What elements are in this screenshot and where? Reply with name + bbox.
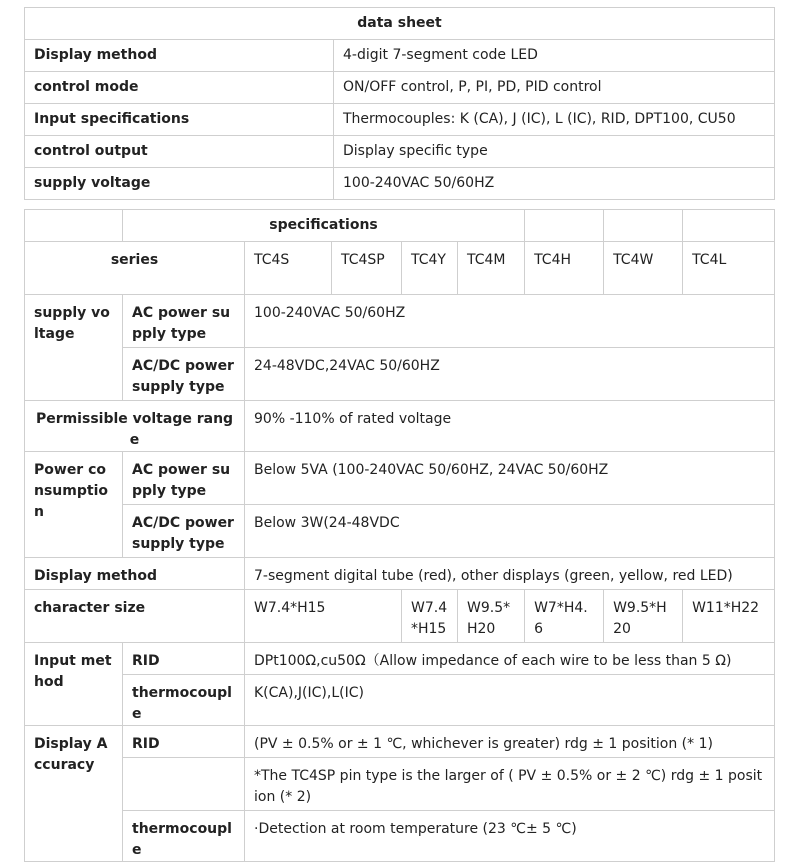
ac-power-label: AC power supply type	[123, 452, 245, 505]
datasheet-value: ON/OFF control, P, PI, PD, PID control	[334, 72, 775, 104]
input-rid-label: RID	[123, 643, 245, 675]
character-size-value: W11*H22	[683, 590, 775, 643]
table-row	[25, 168, 775, 200]
table-row	[25, 758, 775, 811]
input-method-label: Input method	[25, 643, 123, 726]
character-size-label: character size	[25, 590, 245, 643]
ac-supply-value: 100-240VAC 50/60HZ	[245, 295, 775, 348]
datasheet-value: 100-240VAC 50/60HZ	[334, 168, 775, 200]
accuracy-thermocouple-label: thermocouple	[123, 811, 245, 862]
acdc-supply-label: AC/DC power supply type	[123, 348, 245, 401]
ac-supply-label: AC power supply type	[123, 295, 245, 348]
empty-cell	[604, 210, 683, 242]
permissible-voltage-label: Permissible voltage range	[25, 401, 245, 452]
accuracy-rid-note: *The TC4SP pin type is the larger of ( PV ± 0.5% or ± 2 ℃) rdg ± 1 position (* 2)	[245, 758, 775, 811]
datasheet-label: control output	[25, 136, 334, 168]
display-method-label: Display method	[25, 558, 245, 590]
display-method-value: 7-segment digital tube (red), other displays (green, yellow, red LED)	[245, 558, 775, 590]
empty-cell	[123, 758, 245, 811]
table-row	[25, 295, 775, 348]
input-thermocouple-label: thermocouple	[123, 675, 245, 726]
table-row	[25, 505, 775, 558]
power-consumption-label: Power consumption	[25, 452, 123, 558]
series-item: TC4W	[604, 242, 683, 295]
input-thermocouple-value: K(CA),J(IC),L(IC)	[245, 675, 775, 726]
series-item: TC4M	[458, 242, 525, 295]
datasheet-header-row	[25, 8, 775, 40]
acdc-power-label: AC/DC power supply type	[123, 505, 245, 558]
character-size-value: W9.5*H20	[458, 590, 525, 643]
specs-title: specifications	[123, 210, 525, 242]
datasheet-label: Display method	[25, 40, 334, 72]
acdc-supply-value: 24-48VDC,24VAC 50/60HZ	[245, 348, 775, 401]
table-row	[25, 401, 775, 452]
display-accuracy-label: Display Accuracy	[25, 726, 123, 862]
specifications-table	[24, 209, 775, 862]
table-row	[25, 104, 775, 136]
accuracy-rid-value: (PV ± 0.5% or ± 1 ℃, whichever is greater) rdg ± 1 position (* 1)	[245, 726, 775, 758]
supply-voltage-label: supply voltage	[25, 295, 123, 401]
empty-cell	[683, 210, 775, 242]
accuracy-rid-label: RID	[123, 726, 245, 758]
table-row	[25, 590, 775, 643]
datasheet-value: 4-digit 7-segment code LED	[334, 40, 775, 72]
series-item: TC4SP	[332, 242, 402, 295]
accuracy-thermocouple-value: ·Detection at room temperature (23 ℃± 5 ℃)	[245, 811, 775, 862]
datasheet-value: Thermocouples: K (CA), J (IC), L (IC), RID, DPT100, CU50	[334, 104, 775, 136]
specs-title-row	[25, 210, 775, 242]
character-size-value: W7.4*H15	[402, 590, 458, 643]
input-rid-value: DPt100Ω,cu50Ω（Allow impedance of each wire to be less than 5 Ω)	[245, 643, 775, 675]
datasheet-title: data sheet	[25, 8, 775, 40]
empty-cell	[525, 210, 604, 242]
table-row	[25, 643, 775, 675]
table-row	[25, 675, 775, 726]
series-item: TC4Y	[402, 242, 458, 295]
table-row	[25, 811, 775, 862]
empty-cell	[25, 210, 123, 242]
permissible-voltage-value: 90% -110% of rated voltage	[245, 401, 775, 452]
table-row	[25, 452, 775, 505]
character-size-value: W7.4*H15	[245, 590, 402, 643]
datasheet-table	[24, 7, 775, 200]
series-item: TC4H	[525, 242, 604, 295]
datasheet-label: supply voltage	[25, 168, 334, 200]
ac-power-value: Below 5VA (100-240VAC 50/60HZ, 24VAC 50/60HZ	[245, 452, 775, 505]
acdc-power-value: Below 3W(24-48VDC	[245, 505, 775, 558]
datasheet-label: control mode	[25, 72, 334, 104]
table-row	[25, 136, 775, 168]
table-row	[25, 726, 775, 758]
series-label: series	[25, 242, 245, 295]
table-row	[25, 348, 775, 401]
table-row	[25, 558, 775, 590]
table-row	[25, 72, 775, 104]
datasheet-value: Display specific type	[334, 136, 775, 168]
series-item: TC4S	[245, 242, 332, 295]
series-item: TC4L	[683, 242, 775, 295]
character-size-value: W9.5*H20	[604, 590, 683, 643]
datasheet-label: Input specifications	[25, 104, 334, 136]
series-row	[25, 242, 775, 295]
table-row	[25, 40, 775, 72]
character-size-value: W7*H4.6	[525, 590, 604, 643]
